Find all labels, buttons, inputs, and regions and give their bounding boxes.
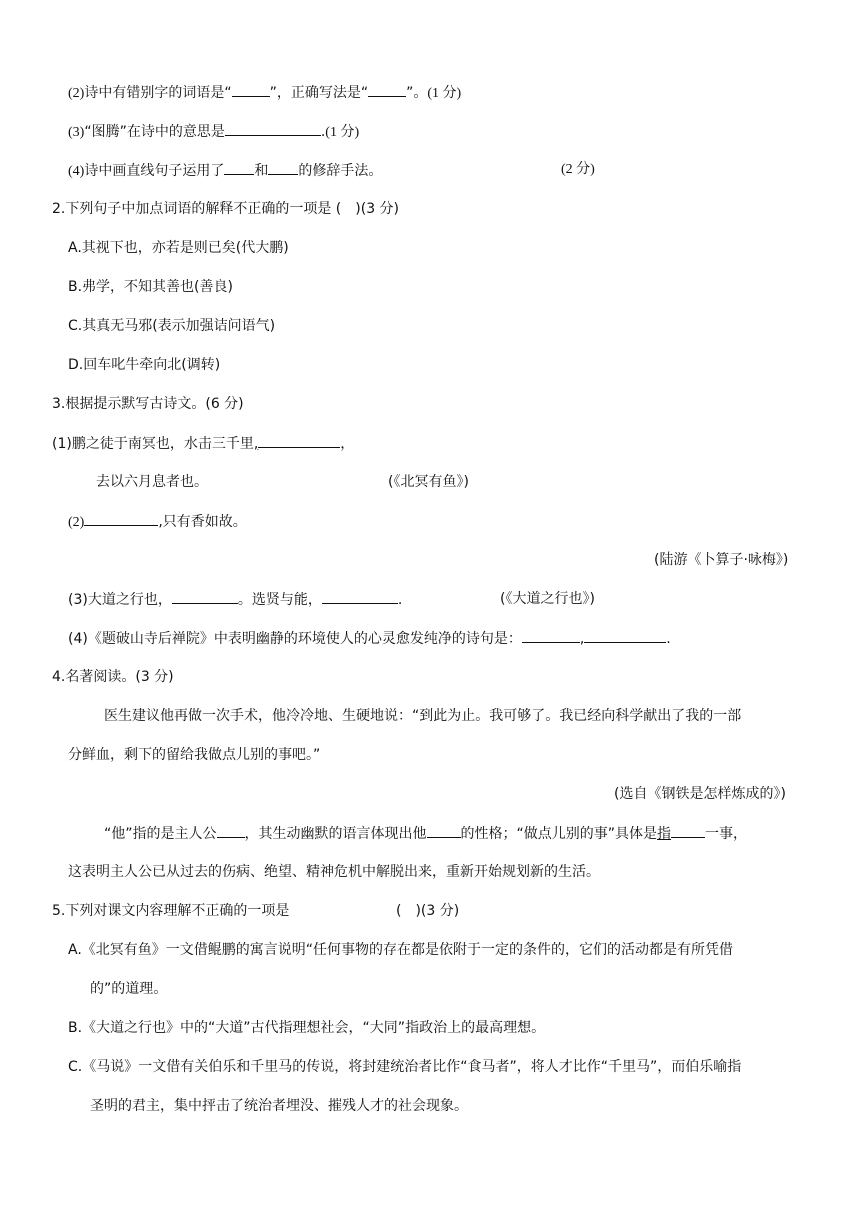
item-text: (3)大道之行也，: [68, 592, 172, 608]
item-number: (4): [68, 164, 85, 179]
passage-line-1: 医生建议他再做一次手术，他冷冷地、生硬地说：“到此为止。我可够了。我已经向科学献出了我的一部: [104, 708, 742, 724]
item-number: (2): [68, 515, 85, 530]
item-text: (4)《题破山寺后禅院》中表明幽静的环境使人的心灵愈发纯净的诗句是：: [68, 631, 522, 647]
score-label: (1 分): [427, 86, 462, 101]
item-number: (3): [68, 125, 85, 140]
source-label: (《北冥有鱼》): [388, 474, 469, 490]
q3-line-3: [68, 589, 402, 610]
item-text: .: [320, 124, 326, 140]
answer-blank[interactable]: [232, 82, 270, 97]
item-text: 和: [254, 163, 269, 179]
item-text: 诗中画直线句子运用了: [84, 163, 225, 179]
option-b: B.弗学，不知其善也(善良): [68, 279, 233, 295]
item-text: ,: [253, 436, 259, 452]
q3-line-1b: 去以六月息者也。: [96, 474, 208, 490]
q4-answer-line-2: 这表明主人公已从过去的伤病、绝望、精神危机中解脱出来，重新开始规划新的生活。: [68, 864, 600, 880]
answer-blank[interactable]: [217, 823, 245, 838]
q3-line-1: [52, 433, 354, 454]
q1-item-4: [68, 160, 382, 182]
answer-blank[interactable]: [224, 160, 254, 175]
item-text: ，: [340, 436, 355, 452]
item-text: 诗中有错别字的词语是“: [84, 85, 232, 101]
answer-blank[interactable]: [322, 589, 398, 604]
question-3-stem: 3.根据提示默写古诗文。(6 分): [52, 396, 244, 412]
option-c-line-1: C.《马说》一文借有关伯乐和千里马的传说，将封建统治者比作“食马者”，将人才比作“千里马”，而伯乐喻指: [68, 1059, 742, 1075]
question-2-stem: 2.下列句子中加点词语的解释不正确的一项是 ( )(3 分): [52, 201, 400, 217]
question-5-bracket: ( )(3 分): [396, 903, 460, 919]
question-5-stem: 5.下列对课文内容理解不正确的一项是: [52, 903, 290, 919]
q1-item-2: [68, 82, 461, 104]
option-a-line-2: 的”的道理。: [90, 981, 168, 997]
item-text: 一事，: [705, 826, 748, 842]
score-label: (1 分): [325, 125, 360, 140]
question-4-stem: 4.名著阅读。(3 分): [52, 669, 174, 685]
option-d: D.回车叱牛牵向北(调转): [68, 357, 221, 373]
q3-line-2: [68, 511, 247, 533]
item-text: 指: [657, 826, 672, 842]
q1-item-3: [68, 121, 359, 143]
item-text: .: [666, 631, 671, 647]
item-text: “他”指的是主人公: [104, 826, 217, 842]
source-label: (选自《钢铁是怎样炼成的》): [614, 786, 786, 802]
answer-blank[interactable]: [671, 823, 705, 838]
answer-blank[interactable]: [368, 82, 406, 97]
answer-blank[interactable]: [225, 121, 321, 136]
passage-line-2: 分鲜血，剩下的留给我做点儿别的事吧。”: [68, 747, 321, 763]
item-text: ,: [579, 631, 585, 647]
option-b: B.《大道之行也》中的“大道”古代指理想社会，“大同”指政治上的最高理想。: [68, 1020, 546, 1036]
answer-blank[interactable]: [268, 160, 298, 175]
source-label: (《大道之行也》): [500, 591, 595, 607]
answer-blank[interactable]: [427, 823, 461, 838]
item-text: ”。: [406, 85, 428, 101]
item-text: “图腾”在诗中的意思是: [84, 124, 225, 140]
answer-blank[interactable]: [522, 628, 580, 643]
item-text: ，其生动幽默的语言体现出他: [244, 826, 427, 842]
item-text: 。选贤与能，: [237, 592, 322, 608]
item-text: ,只有香如故。: [158, 514, 247, 530]
item-text: (1)鹏之徒于南冥也，水击三千里: [52, 436, 254, 452]
item-text: 的修辞手法。: [298, 163, 383, 179]
item-text: 的性格；“做点儿别的事”具体是: [460, 826, 658, 842]
answer-blank[interactable]: [84, 511, 158, 526]
q4-answer-line-1: [104, 823, 747, 844]
answer-blank[interactable]: [172, 589, 238, 604]
item-text: .: [397, 592, 403, 608]
score-label: (2 分): [561, 162, 595, 177]
option-c-line-2: 圣明的君主，集中抨击了统治者埋没、摧残人才的社会现象。: [90, 1098, 468, 1114]
answer-blank[interactable]: [584, 628, 666, 643]
item-text: ”，正确写法是“: [269, 85, 369, 101]
q3-line-4: [68, 628, 671, 649]
source-label: (陆游《卜算子·咏梅》): [654, 552, 789, 568]
item-number: (2): [68, 86, 85, 101]
option-c: C.其真无马邪(表示加强诘问语气): [68, 318, 276, 334]
option-a: A.其视下也，亦若是则已矣(代大鹏): [68, 240, 289, 256]
option-a-line-1: A.《北冥有鱼》一文借鲲鹏的寓言说明“任何事物的存在都是依附于一定的条件的，它们的活动都是有所凭借: [68, 942, 734, 958]
answer-blank[interactable]: [258, 433, 340, 448]
